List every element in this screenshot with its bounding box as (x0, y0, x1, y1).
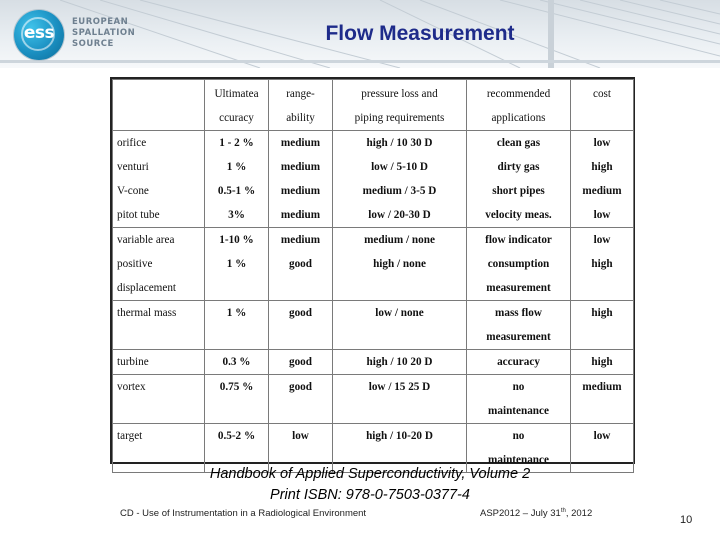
cell-line: medium (280, 137, 321, 149)
cell-line: dirty gas (497, 161, 540, 173)
table-row (113, 131, 634, 228)
column-header-line: range- (286, 88, 315, 100)
cell-line: high / none (373, 258, 426, 270)
column-header-line: ability (286, 112, 315, 124)
table-row (113, 375, 634, 424)
cell-line: good (288, 381, 312, 393)
footer-event (480, 508, 592, 519)
slide-title: Flow Measurement (325, 22, 515, 45)
logo-text: ess (23, 23, 55, 43)
caption-title: Handbook of Applied Superconductivity, Volume 2 (209, 466, 531, 482)
cell-line: high (591, 161, 613, 173)
column-header-line: applications (491, 112, 546, 124)
cell-line: 1 % (226, 161, 247, 173)
cell-line: high (591, 307, 613, 319)
cell-line: clean gas (496, 137, 541, 149)
cell-line: no (512, 430, 525, 442)
cell-line: medium (280, 234, 321, 246)
cell-line: turbine (117, 356, 149, 368)
cell-line: medium (280, 185, 321, 197)
table-cell (467, 350, 571, 375)
table-cell (205, 228, 269, 301)
cell-line: 1 % (226, 307, 247, 319)
cell-line: high / 10-20 D (366, 430, 433, 442)
org-line-3: SOURCE (72, 39, 114, 49)
table-cell (205, 131, 269, 228)
cell-line: 1 - 2 % (219, 137, 254, 149)
cell-line: medium (280, 161, 321, 173)
table-cell (269, 375, 333, 424)
source-caption (120, 464, 620, 506)
column-header-line (575, 106, 629, 130)
cell-line: velocity meas. (485, 209, 552, 221)
table-cell (269, 131, 333, 228)
cell-line: 0.5-2 % (217, 430, 256, 442)
cell-line: 0.3 % (222, 356, 251, 368)
cell-line: low (593, 209, 611, 221)
cell-line: 0.5-1 % (217, 185, 256, 197)
table-cell (571, 131, 634, 228)
cell-line: orifice (117, 137, 147, 149)
cell-line: high / 10 30 D (366, 137, 433, 149)
cell-line: maintenance (488, 405, 549, 417)
cell-line: low / none (375, 307, 424, 319)
table-row (113, 301, 634, 350)
cell-line: low (593, 430, 611, 442)
column-header-line (117, 82, 200, 106)
cell-line (117, 399, 200, 423)
column-header-line: recommended (486, 88, 551, 100)
meter-type-cell (113, 301, 205, 350)
cell-line: displacement (117, 282, 177, 294)
cell-line: high / 10 20 D (366, 356, 433, 368)
table-cell (205, 301, 269, 350)
cell-line (209, 399, 264, 423)
cell-line (273, 325, 328, 349)
cell-line: medium (582, 381, 622, 393)
table-cell (467, 131, 571, 228)
cell-line: V-cone (117, 185, 149, 197)
cell-line (337, 276, 462, 300)
table-cell (333, 228, 467, 301)
column-header-line: piping requirements (354, 112, 445, 124)
column-header-line (117, 106, 200, 130)
flow-meter-table (112, 79, 634, 473)
cell-line: target (117, 430, 143, 442)
cell-line: thermal mass (117, 307, 177, 319)
cell-line: medium / none (364, 234, 435, 246)
cell-line (575, 325, 629, 349)
column-header-line: pressure loss and (361, 88, 438, 100)
table-header-row (113, 80, 634, 131)
table-cell (205, 375, 269, 424)
cell-line (209, 276, 264, 300)
table-cell (571, 301, 634, 350)
cell-line: accuracy (497, 356, 540, 368)
meter-type-cell (113, 131, 205, 228)
cell-line: good (288, 307, 312, 319)
cell-line: low (593, 234, 611, 246)
table-row (113, 228, 634, 301)
column-header (571, 80, 634, 131)
table-cell (571, 375, 634, 424)
cell-line: high (591, 258, 613, 270)
footer-event-text: ASP2012 – July 31 (480, 508, 561, 520)
column-header-line: ccuracy (219, 112, 254, 124)
cell-line: 0.75 % (219, 381, 254, 393)
cell-line: low / 20-30 D (368, 209, 431, 221)
ess-logo (14, 10, 154, 60)
cell-line (117, 325, 200, 349)
column-header (205, 80, 269, 131)
cell-line (273, 399, 328, 423)
cell-line: pitot tube (117, 209, 160, 221)
cell-line: good (288, 356, 312, 368)
cell-line: 1-10 % (219, 234, 254, 246)
cell-line: flow indicator (485, 234, 552, 246)
table-cell (467, 375, 571, 424)
ess-logo-badge (14, 10, 64, 60)
table-cell (269, 350, 333, 375)
org-line-2: SPALLATION (72, 28, 136, 38)
meter-type-cell (113, 375, 205, 424)
cell-line: medium (582, 185, 622, 197)
column-header (467, 80, 571, 131)
cell-line: mass flow (495, 307, 542, 319)
cell-line: positive (117, 258, 153, 270)
cell-line: variable area (117, 234, 175, 246)
cell-line: low / 15 25 D (368, 381, 431, 393)
table-cell (333, 301, 467, 350)
table-cell (571, 350, 634, 375)
cell-line (337, 325, 462, 349)
meter-type-cell (113, 228, 205, 301)
cell-line: 3% (228, 209, 245, 221)
cell-line: medium (280, 209, 321, 221)
cell-line: measurement (486, 282, 551, 294)
table-cell (333, 131, 467, 228)
table-cell (467, 228, 571, 301)
footer-event-sup: th (560, 508, 566, 514)
footer-course: CD - Use of Instrumentation in a Radiological Environment (120, 508, 367, 519)
cell-line (273, 276, 328, 300)
cell-line: short pipes (492, 185, 545, 197)
cell-line: no (512, 381, 525, 393)
cell-line: 1 % (226, 258, 247, 270)
cell-line: vortex (117, 381, 146, 393)
cell-line (575, 276, 629, 300)
page-number: 10 (680, 514, 693, 526)
table-cell (269, 301, 333, 350)
table-cell (333, 350, 467, 375)
cell-line: maintenance (488, 454, 549, 466)
cell-line: good (288, 258, 312, 270)
column-header (113, 80, 205, 131)
cell-line (337, 399, 462, 423)
column-header-line: Ultimatea (214, 88, 259, 100)
cell-line: medium / 3-5 D (362, 185, 437, 197)
meter-type-cell (113, 350, 205, 375)
table-cell (333, 375, 467, 424)
org-line-1: EUROPEAN (72, 17, 129, 27)
slide-header (0, 0, 720, 68)
cell-line: measurement (486, 331, 551, 343)
table-row (113, 350, 634, 375)
cell-line: high (591, 356, 613, 368)
table-cell (205, 350, 269, 375)
cell-line: low (593, 137, 611, 149)
cell-line: consumption (487, 258, 550, 270)
cell-line: venturi (117, 161, 149, 173)
cell-line (575, 399, 629, 423)
table-cell (467, 301, 571, 350)
cell-line: low (292, 430, 309, 442)
cell-line: low / 5-10 D (371, 161, 428, 173)
caption-isbn: Print ISBN: 978-0-7503-0377-4 (270, 487, 470, 503)
cell-line (209, 325, 264, 349)
table-cell (571, 228, 634, 301)
column-header (333, 80, 467, 131)
column-header (269, 80, 333, 131)
table-cell (269, 228, 333, 301)
organization-name (72, 17, 135, 50)
footer-event-year: , 2012 (565, 508, 593, 520)
column-header-line: cost (592, 88, 612, 100)
flow-meter-table-image (110, 77, 635, 464)
